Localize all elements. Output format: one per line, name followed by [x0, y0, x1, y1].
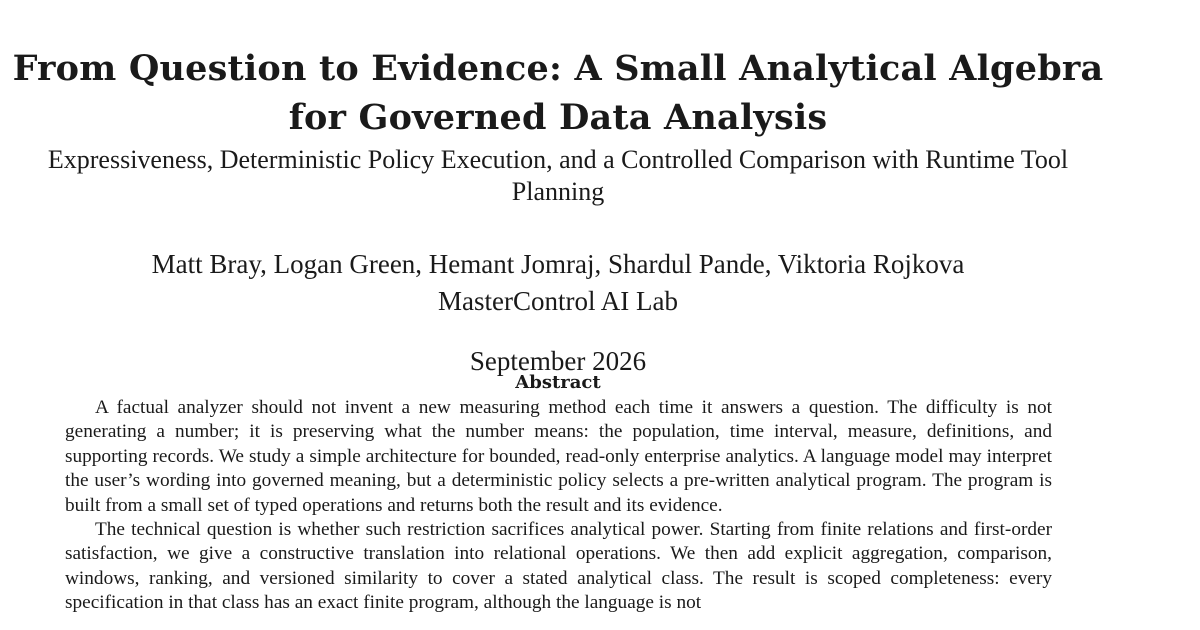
paper-affiliation: MasterControl AI Lab [438, 286, 678, 316]
abstract-heading: Abstract [515, 372, 601, 393]
abstract-body [65, 396, 1052, 616]
paper-title: From Question to Evidence: A Small Analytical Algebra for Governed Data Analysis [12, 48, 1104, 138]
abstract-paragraph: The technical question is whether such restriction sacrifices analytical power. Starting from finite relations and first-order satisfaction, we give a constructive translation into relational operations. We then add explicit aggregation, comparison, windows, ranking, and versioned similarity to cover a stated analytical class. The result is scoped completeness: every specification in that class has an exact finite program, although the language is not [65, 519, 1052, 614]
abstract-paragraph: A factual analyzer should not invent a new measuring method each time it answers a question. The difficulty is not generating a number; it is preserving what the number means: the population, time interval, measure, definitions, and supporting records. We study a simple architecture for bounded, read-only enterprise analytics. A language model may interpret the user’s wording into governed meaning, but a deterministic policy selects a pre-written analytical program. The program is built from a small set of typed operations and returns both the result and its evidence. [65, 397, 1052, 516]
paper-authors: Matt Bray, Logan Green, Hemant Jomraj, Shardul Pande, Viktoria Rojkova [151, 249, 965, 279]
paper-subtitle: Expressiveness, Deterministic Policy Execution, and a Controlled Comparison with Runtime Tool Planning [47, 145, 1069, 206]
paper-date: September 2026 [469, 346, 647, 376]
